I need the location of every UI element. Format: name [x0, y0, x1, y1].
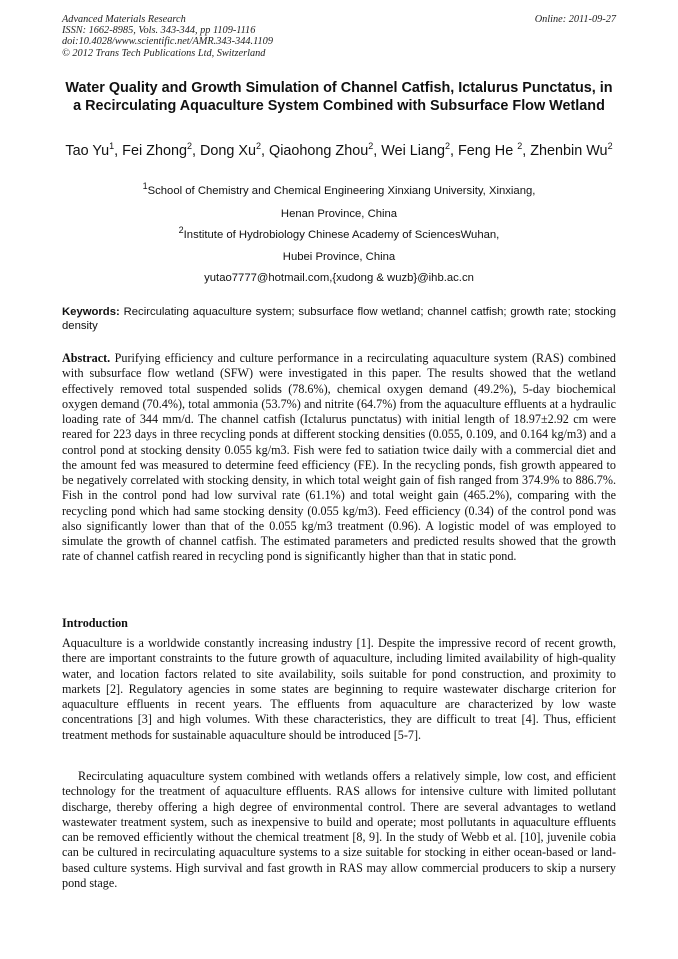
author: Zhenbin Wu$^2$	[530, 141, 613, 159]
author: Tao Yu$^1$,	[65, 141, 123, 159]
author-emails[interactable]: yutao7777@hotmail.com,{xudong & wuzb}@ihb.ac.cn	[204, 272, 474, 284]
affiliation-2-line-1: $^2$Institute of Hydrobiology Chinese Academy of SciencesWuhan,	[178, 225, 500, 241]
issn-line: ISSN: 1662-8985, Vols. 343-344, pp 1109-1116	[62, 25, 256, 37]
introduction-paragraph-2: Recirculating aquaculture system combined with wetlands offers a relatively simple, low cost, and efficient technology for the treatment of aquaculture effluents. RAS allows for intensive culture with limited pollutant discharge, thereby offering a high degree of environmental control. There are several advantages to wetland wastewater treatment system, such as inexpensive to build and operate; most pollutants in aquaculture effluents can be removed efficiently without the chemical treatment [8, 9]. In the study of Webb et al. [10], juvenile cobia can be cultured in recirculating aquaculture systems to a size suitable for stocking in either ocean-based or land-based culture systems. High survival and fast growth in RAS may allow commercial producers to skip a nursery pond stage.	[62, 769, 616, 890]
copyright-line: © 2012 Trans Tech Publications Ltd, Switzerland	[62, 47, 266, 59]
author: Qiaohong Zhou$^2$,	[269, 141, 382, 159]
introduction-paragraph-1: Aquaculture is a worldwide constantly increasing industry [1]. Despite the impressive record of recent growth, there are important constraints to the future growth of aquaculture, including limited availability of high-quality water, and location factors related to site availability, soils suitable for pond construction, and proximity to markets [2]. Regulatory agencies in some states are beginning to require wastewater discharge criterion for aquaculture effluents in recent years. The effluents from aquaculture are characterized by low waste concentrations [3] and high volumes. With these characteristics, they are difficult to treat [4]. Thus, efficient treatment methods for sustainable aquaculture should be introduced [5-7].	[62, 636, 616, 742]
abstract	[62, 351, 616, 565]
section-heading-introduction: Introduction	[62, 616, 128, 630]
author: Fei Zhong$^2$,	[122, 141, 200, 159]
affiliation-1-line-2: Henan Province, China	[280, 208, 398, 220]
author-list	[62, 143, 616, 161]
author: Feng He $^2$,	[458, 141, 531, 159]
online-date: Online: 2011-09-27	[534, 14, 616, 25]
author: Dong Xu$^2$,	[199, 141, 270, 159]
journal-header	[62, 14, 616, 59]
abstract-label: Abstract.	[62, 351, 111, 365]
keywords-label: Keywords:	[62, 306, 120, 318]
keywords	[62, 306, 616, 333]
affiliation-1-line-1: $^1$School of Chemistry and Chemical Engineering Xinxiang University, Xinxiang,	[142, 181, 536, 197]
paper-title: Water Quality and Growth Simulation of Channel Catfish, Ictalurus Punctatus, in a Recirculating Aquaculture System Combined with Subsurface Flow Wetland	[65, 80, 613, 114]
abstract-text: Purifying efficiency and culture performance in a recirculating aquaculture system (RAS) combined with subsurface flow wetland (SFW) were investigated in this paper. The results showed that the wetland effectively removed total suspended solids (78.6%), chemical oxygen demand (49.2%), 5-day biochemical oxygen demand (70.4%), total ammonia (53.7%) and nitrite (64.7%) from the aquaculture effluents at a hydraulic loading rate of 344 mm/d. The channel catfish (Ictalurus punctatus) with initial length of 18.97±2.92 cm were reared for 223 days in three recycling ponds at different stocking densities (0.055, 0.109, and 0.164 kg/m3) and a control pond at stocking density 0.055 kg/m3. Fish were fed to satiation twice daily with a commercial diet and the amount fed was measured to determine feed efficiency (FE). In the recycling ponds, fish growth appeared to be negatively correlated with stocking density, in which total weight gain of fish ranged from 374.9% to 886.7%. Fish in the control pond had low survival rate (61.1%) and total weight gain (465.2%), comparing with the recycling pond which had same stocking density (0.055 kg/m3). Feed efficiency (0.34) of the control pond was also significantly lower than that of the 0.055 kg/m3 treatment (0.96). A logistic model of was employed to simulate the growth of channel catfish. The estimated parameters and predicted results showed that the growth rate of channel catfish reared in recycling pond is significantly higher than that in static pond.	[62, 351, 616, 564]
author: Wei Liang$^2$,	[381, 141, 458, 159]
affiliation-2-line-2: Hubei Province, China	[282, 251, 396, 263]
journal-name: Advanced Materials Research	[62, 14, 186, 25]
doi-line[interactable]: doi:10.4028/www.scientific.net/AMR.343-344.1109	[62, 36, 273, 48]
keywords-text: Recirculating aquaculture system; subsurface flow wetland; channel catfish; growth rate; stocking density	[62, 306, 616, 332]
